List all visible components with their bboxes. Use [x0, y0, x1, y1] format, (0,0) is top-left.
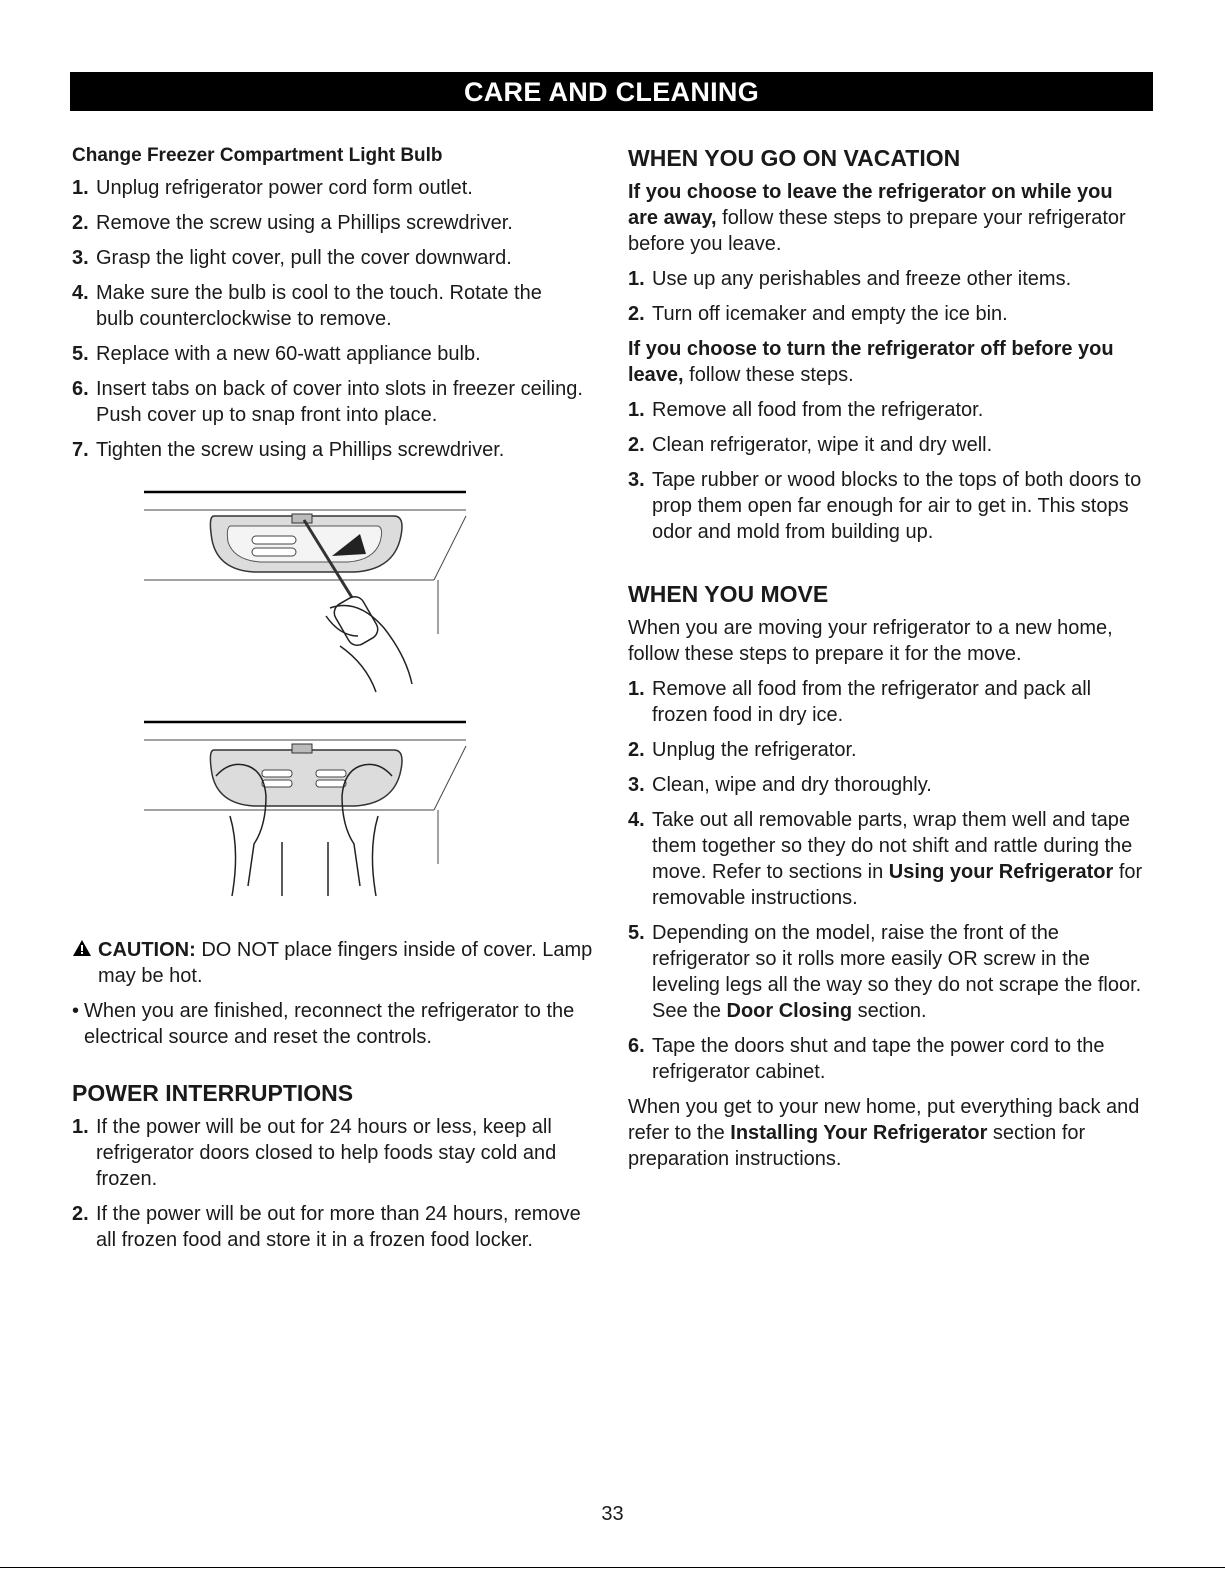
- list-item: 1. Remove all food from the refrigerator and pack all frozen food in dry ice.: [628, 678, 1092, 726]
- list-item: 3. Grasp the light cover, pull the cover downward.: [72, 247, 512, 269]
- vacation-off-steps: [628, 397, 1143, 545]
- list-item: 6. Tape the doors shut and tape the power cord to the refrigerator cabinet.: [628, 1035, 1105, 1083]
- list-item: 1. If the power will be out for 24 hours or less, keep all refrigerator doors closed to help foods stay cold and frozen.: [72, 1116, 557, 1190]
- list-item: 4. Make sure the bulb is cool to the touch. Rotate the bulb counterclockwise to remove.: [72, 282, 542, 330]
- list-item: 2. If the power will be out for more than 24 hours, remove all frozen food and store it in a frozen food locker.: [72, 1203, 581, 1251]
- move-outro: When you get to your new home, put everything back and refer to the Installing Your Refrigerator section for preparation instructions.: [628, 1096, 1140, 1170]
- list-item: 3. Tape rubber or wood blocks to the tops of both doors to prop them open far enough for air to get in. This stops odor and mold from building up.: [628, 469, 1142, 543]
- vacation-on-steps: [628, 266, 1143, 327]
- list-item: 7. Tighten the screw using a Phillips screwdriver.: [72, 439, 505, 461]
- caution-label: CAUTION:: [98, 939, 196, 961]
- list-item: 1. Remove all food from the refrigerator.: [628, 399, 984, 421]
- section-banner: CARE AND CLEANING: [70, 72, 1153, 111]
- power-steps: [72, 1114, 602, 1253]
- bulb-heading: Change Freezer Compartment Light Bulb: [72, 145, 443, 166]
- move-steps: [628, 676, 1143, 1085]
- right-column: [628, 143, 1143, 1181]
- power-heading: POWER INTERRUPTIONS: [72, 1080, 354, 1106]
- bottom-divider: [0, 1567, 1225, 1568]
- list-item: 5. Depending on the model, raise the front of the refrigerator so it rolls more easily OR screw in the leveling legs all the way so they do not scrape the floor. See the Door Closing section.: [628, 922, 1142, 1022]
- list-item: 3. Clean, wipe and dry thoroughly.: [628, 774, 932, 796]
- list-item: 2. Unplug the refrigerator.: [628, 739, 857, 761]
- bullet-icon: •: [72, 1000, 80, 1022]
- list-item: 6. Insert tabs on back of cover into slots in freezer ceiling. Push cover up to snap front into place.: [72, 378, 583, 426]
- list-item: 2. Clean refrigerator, wipe it and dry well.: [628, 434, 993, 456]
- screwdriver-illustration: [144, 486, 474, 701]
- list-item: 4. Take out all removable parts, wrap them well and tape them together so they do not shift and rattle during the move. Refer to sections in Using your Refrigerator for removable instructions.: [628, 809, 1143, 909]
- list-item: 2. Turn off icemaker and empty the ice bin.: [628, 303, 1008, 325]
- vacation-heading: WHEN YOU GO ON VACATION: [628, 145, 961, 171]
- vacation-on-lead: If you choose to leave the refrigerator on while you are away, follow these steps to prepare your refrigerator before you leave.: [628, 181, 1126, 255]
- caution-note: [72, 937, 602, 989]
- vacation-off-lead: If you choose to turn the refrigerator off before you leave, follow these steps.: [628, 338, 1114, 386]
- finished-note: • When you are finished, reconnect the refrigerator to the electrical source and reset the controls.: [72, 1000, 575, 1048]
- page-number: 33: [601, 1503, 624, 1525]
- list-item: 1. Use up any perishables and freeze other items.: [628, 268, 1072, 290]
- hands-illustration: [144, 716, 474, 916]
- bulb-steps: [72, 175, 602, 463]
- caution-text: DO NOT place fingers inside of cover. Lamp may be hot.: [98, 939, 593, 987]
- left-column: [72, 143, 602, 1262]
- list-item: 1. Unplug refrigerator power cord form outlet.: [72, 177, 473, 199]
- move-intro: When you are moving your refrigerator to a new home, follow these steps to prepare it for the move.: [628, 617, 1113, 665]
- list-item: 2. Remove the screw using a Phillips screwdriver.: [72, 212, 513, 234]
- move-heading: WHEN YOU MOVE: [628, 581, 829, 607]
- warning-triangle-icon: [72, 938, 92, 964]
- list-item: 5. Replace with a new 60-watt appliance bulb.: [72, 343, 481, 365]
